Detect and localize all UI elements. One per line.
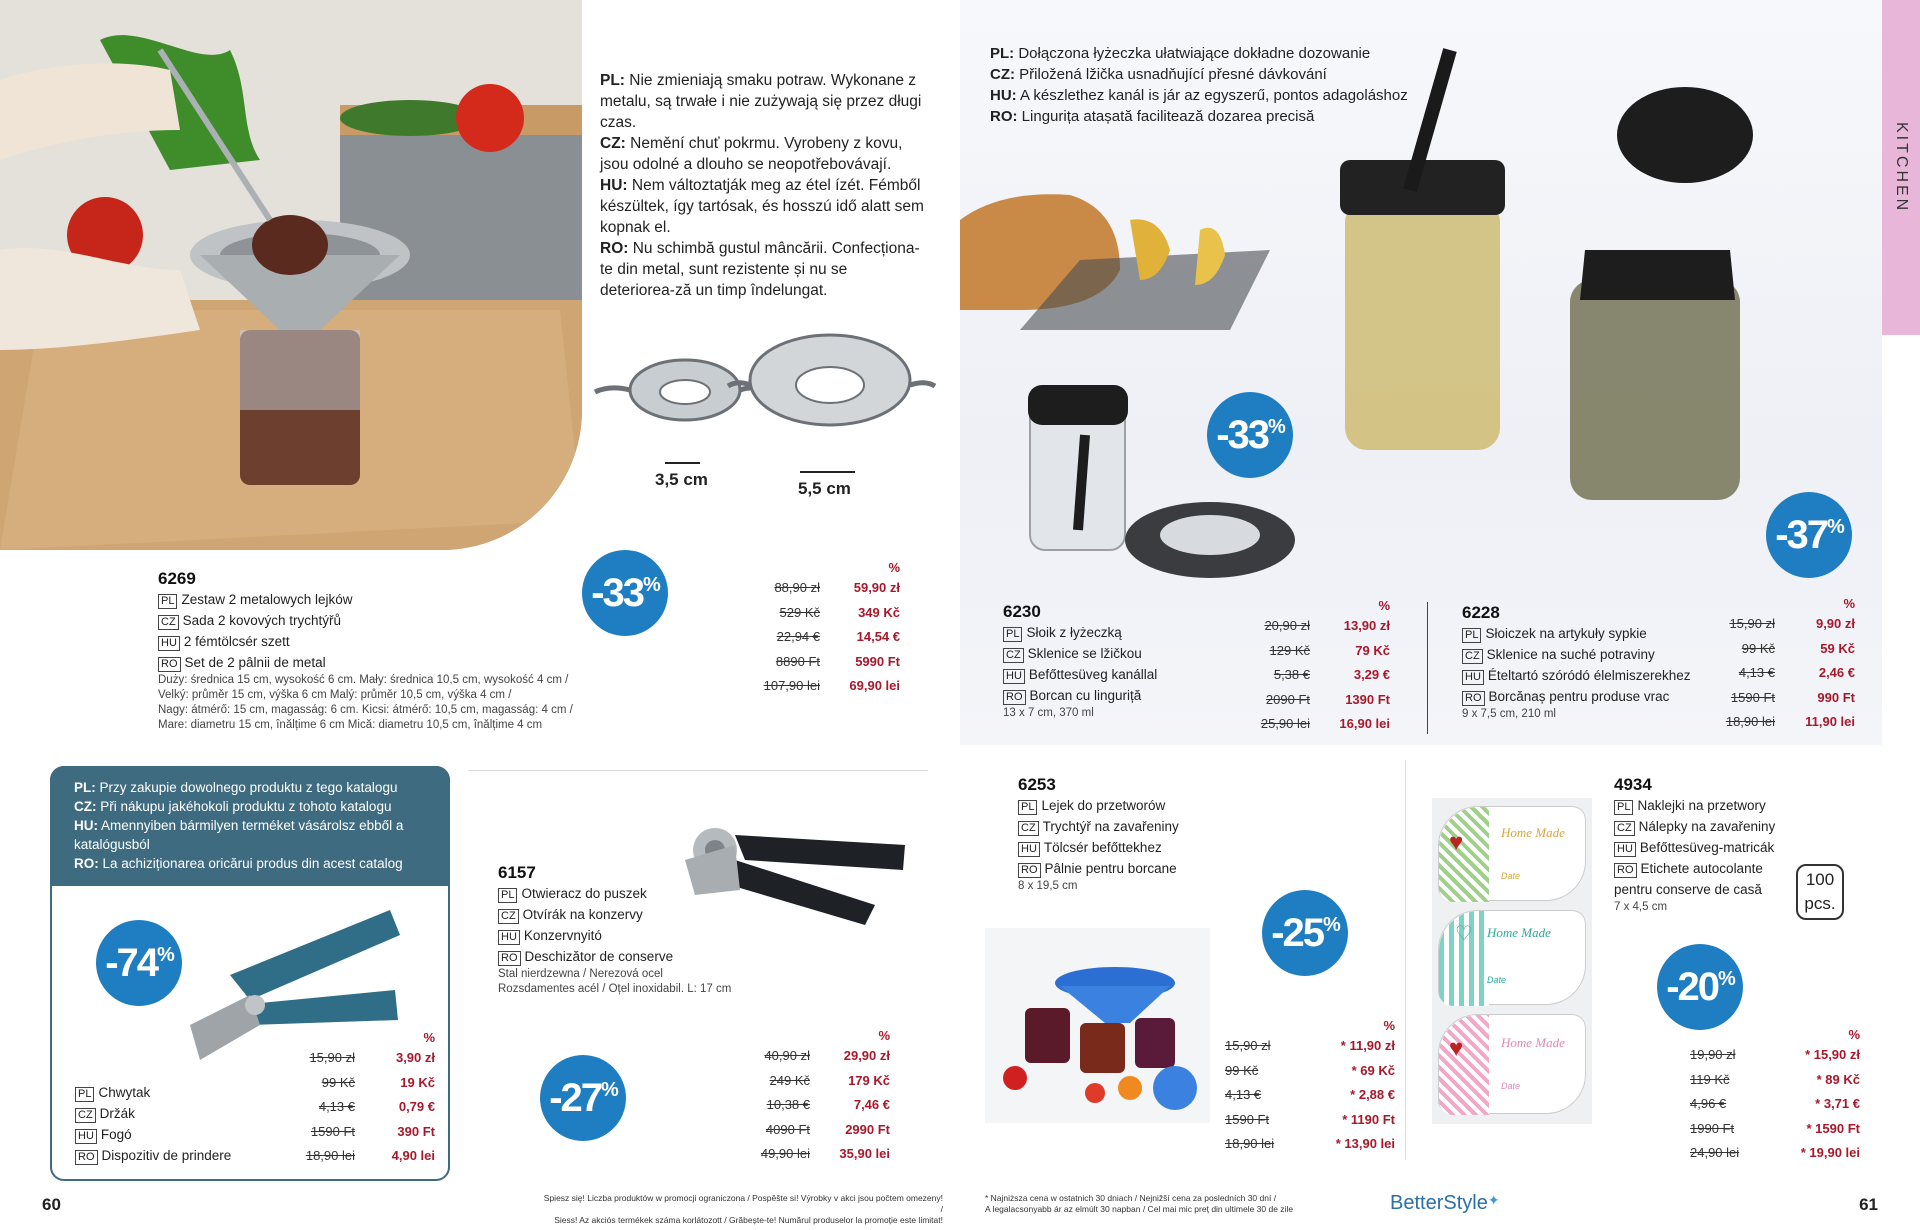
product-name: Lejek do przetworów bbox=[1041, 798, 1166, 813]
badge-percent: % bbox=[157, 943, 173, 966]
product-name: Borcănaș pentru produse vrac bbox=[1488, 689, 1670, 704]
new-price: 2,46 € bbox=[1818, 665, 1855, 680]
badge-number: -20 bbox=[1666, 964, 1718, 1009]
badge-number: -33 bbox=[1216, 412, 1268, 457]
lang-box: RO bbox=[498, 951, 521, 966]
discount-badge bbox=[1766, 492, 1852, 578]
old-price: 19,90 zł bbox=[1690, 1047, 1736, 1062]
old-price: 18,90 lei bbox=[305, 1148, 355, 1163]
new-price: 2990 Ft bbox=[845, 1121, 890, 1137]
lang-box: CZ bbox=[75, 1108, 96, 1123]
price-list-6269 bbox=[735, 560, 900, 699]
discount-badge bbox=[1657, 944, 1743, 1030]
product-name: Chwytak bbox=[98, 1085, 151, 1100]
product-4934 bbox=[1614, 775, 1794, 915]
product-names bbox=[158, 589, 573, 673]
old-price: 15,90 zł bbox=[309, 1050, 355, 1065]
divider bbox=[468, 770, 928, 771]
old-price: 1590 Ft bbox=[310, 1123, 355, 1139]
detail-line: Duży: średnica 15 cm, wysokość 6 cm. Mały: średnica 10,5 cm, wysokość 4 cm / bbox=[158, 674, 569, 686]
old-price: 99 Kč bbox=[321, 1074, 355, 1090]
divider bbox=[1427, 602, 1428, 734]
desc-lang: PL: bbox=[600, 72, 625, 89]
lang-box: PL bbox=[1462, 628, 1481, 643]
lang-box: RO bbox=[1018, 863, 1041, 878]
product-name: Borcan cu linguriță bbox=[1029, 688, 1142, 703]
product-names bbox=[1003, 622, 1157, 706]
pieces-number: 100 bbox=[1805, 870, 1835, 889]
product-name: Pâlnie pentru borcane bbox=[1044, 861, 1177, 876]
product-code: 4934 bbox=[1614, 775, 1652, 794]
badge-percent: % bbox=[1323, 913, 1339, 936]
new-price: * 15,90 zł bbox=[1805, 1047, 1860, 1062]
labels-sheet-image bbox=[1432, 798, 1592, 1124]
new-price: 990 Ft bbox=[1817, 689, 1855, 705]
new-price: 11,90 lei bbox=[1805, 714, 1855, 729]
lang-box: CZ bbox=[498, 909, 519, 924]
product-name: Naklejki na przetwory bbox=[1637, 798, 1766, 813]
badge-percent: % bbox=[643, 573, 659, 596]
brand-logo bbox=[1390, 1192, 1500, 1215]
old-price: 5,38 € bbox=[1273, 667, 1310, 682]
product-details: 7 x 4,5 cm bbox=[1614, 901, 1668, 913]
footer-right-note bbox=[985, 1193, 1325, 1215]
product-name: Dispozitiv de prindere bbox=[101, 1148, 232, 1163]
discount-badge bbox=[1262, 890, 1348, 976]
old-price: 99 Kč bbox=[1225, 1062, 1259, 1078]
product-name: Befőttesüveg kanállal bbox=[1028, 667, 1158, 682]
old-price: 107,90 lei bbox=[763, 678, 820, 693]
product-code: 6253 bbox=[1018, 775, 1056, 794]
footer-line: Siess! Az akciós termékek száma korlátozott / Grăbește-te! Numărul produselor la promoție este limitat! bbox=[554, 1215, 943, 1225]
product-6157 bbox=[498, 863, 731, 997]
label-sticker bbox=[1438, 1014, 1586, 1114]
percent-header: % bbox=[1383, 1018, 1395, 1033]
product-names bbox=[498, 883, 731, 967]
product-6269 bbox=[158, 569, 573, 733]
old-price: 8890 Ft bbox=[775, 653, 820, 669]
badge-percent: % bbox=[1268, 415, 1284, 438]
desc-lang: CZ: bbox=[990, 66, 1015, 83]
lang-box: PL bbox=[1614, 800, 1633, 815]
badge-percent: % bbox=[1827, 515, 1843, 538]
detail-line: Stal nierdzewna / Nerezová ocel bbox=[498, 968, 663, 980]
desc-text: Přiložená lžička usnadňující přesné dávkování bbox=[1019, 66, 1327, 83]
new-price: 29,90 zł bbox=[843, 1048, 890, 1063]
promo-header bbox=[50, 766, 450, 886]
new-price: 9,90 zł bbox=[1815, 616, 1855, 631]
product-6230 bbox=[1003, 602, 1157, 721]
heart-icon: ♡ bbox=[1455, 923, 1473, 945]
lang-box: RO bbox=[1462, 691, 1485, 706]
star-icon: ✦ bbox=[1487, 1192, 1500, 1208]
old-price: 99 Kč bbox=[1741, 640, 1775, 656]
lang-box: HU bbox=[1018, 842, 1040, 857]
promo-text: Amennyiben bármilyen terméket vásárolsz ebből a katalógusból bbox=[74, 818, 404, 852]
old-price: 4,13 € bbox=[1225, 1087, 1262, 1102]
new-price: 3,29 € bbox=[1353, 667, 1390, 682]
label-pattern bbox=[1439, 1015, 1489, 1115]
product-name: Deschizător de conserve bbox=[524, 949, 674, 964]
lang-box: PL bbox=[75, 1087, 94, 1102]
desc-text: Nem változtatják meg az étel ízét. Fémből készültek, így tartósak, és hosszú idő alatt sem kopnak el. bbox=[600, 177, 924, 236]
jam-funnel-image bbox=[985, 928, 1210, 1123]
new-price: 59 Kč bbox=[1820, 640, 1855, 656]
detail-line: Nagy: átmérő: 15 cm, magasság: 6 cm. Kicsi: átmérő: 10,5 cm, magasság: 4 cm / bbox=[158, 704, 573, 716]
price-list-6228 bbox=[1690, 596, 1855, 735]
desc-text: Nemění chuť pokrmu. Vyrobeny z kovu, jsou odolné a dlouho se neopotřebovávají. bbox=[600, 135, 903, 173]
badge-number: -27 bbox=[549, 1075, 601, 1120]
jars-image bbox=[960, 40, 1882, 600]
old-price: 1590 Ft bbox=[1730, 689, 1775, 705]
old-price: 1590 Ft bbox=[1225, 1111, 1270, 1127]
old-price: 25,90 lei bbox=[1260, 716, 1310, 731]
new-price: * 69 Kč bbox=[1351, 1062, 1395, 1078]
promo-text: La achiziționarea oricărui produs din acest catalog bbox=[102, 856, 403, 871]
desc-lang: RO: bbox=[600, 240, 629, 257]
badge-number: -37 bbox=[1775, 512, 1827, 557]
label-title: Home Made bbox=[1487, 925, 1551, 940]
new-price: 13,90 zł bbox=[1343, 618, 1390, 633]
new-price: * 1190 Ft bbox=[1342, 1111, 1395, 1127]
lang-box: HU bbox=[75, 1129, 97, 1144]
heart-icon: ♥ bbox=[1449, 829, 1464, 856]
brand-name: BetterStyle bbox=[1390, 1192, 1488, 1214]
heart-icon: ♥ bbox=[1449, 1035, 1464, 1062]
new-price: 16,90 lei bbox=[1339, 716, 1390, 731]
page-number-left: 60 bbox=[42, 1195, 61, 1214]
product-code: 6228 bbox=[1462, 603, 1500, 622]
old-price: 18,90 lei bbox=[1225, 1136, 1275, 1151]
lang-box: RO bbox=[1003, 690, 1026, 705]
promo-text: Při nákupu jakéhokoli produktu z tohoto katalogu bbox=[100, 799, 392, 814]
lang-box: RO bbox=[75, 1150, 98, 1165]
old-price: 4090 Ft bbox=[765, 1121, 810, 1137]
old-price: 4,13 € bbox=[1738, 665, 1775, 680]
new-price: 59,90 zł bbox=[853, 580, 900, 595]
desc-text: Nie zmieniają smaku potraw. Wykonane z metalu, są trwałe i nie zużywają się przez długi czas. bbox=[600, 72, 922, 131]
percent-header: % bbox=[878, 1028, 890, 1043]
footer-line: Spiesz się! Liczba produktów w promocji ograniczona / Pospěšte si! Výrobky v akci jsou počtem omezeny! / bbox=[543, 1193, 943, 1214]
desc-lang: PL: bbox=[990, 45, 1015, 62]
price-list-6157 bbox=[725, 1028, 890, 1167]
product-details bbox=[498, 967, 731, 997]
lang-box: HU bbox=[498, 930, 520, 945]
percent-header: % bbox=[1843, 596, 1855, 611]
percent-header: % bbox=[888, 560, 900, 575]
product-name: Fogó bbox=[100, 1127, 132, 1142]
badge-percent: % bbox=[601, 1078, 617, 1101]
old-price: 40,90 zł bbox=[764, 1048, 810, 1063]
old-price: 15,90 zł bbox=[1225, 1038, 1271, 1053]
detail-line: Velký: průměr 15 cm, výška 6 cm Malý: průměr 10,5 cm, výška 4 cm / bbox=[158, 689, 512, 701]
discount-badge bbox=[582, 550, 668, 636]
lang-box: RO bbox=[158, 657, 181, 672]
percent-header: % bbox=[423, 1030, 435, 1045]
product-name: Konzervnyitó bbox=[523, 928, 602, 943]
old-price: 20,90 zł bbox=[1264, 618, 1310, 633]
dimension-large: 5,5 cm bbox=[798, 479, 851, 498]
label-pattern bbox=[1439, 807, 1489, 902]
old-price: 24,90 lei bbox=[1690, 1145, 1740, 1160]
promo-lang: RO: bbox=[74, 856, 99, 871]
product-6253 bbox=[1018, 775, 1179, 894]
product-name: Otvírák na konzervy bbox=[522, 907, 643, 922]
lang-box: PL bbox=[1003, 627, 1022, 642]
desc-lang: HU: bbox=[990, 87, 1017, 104]
old-price: 2090 Ft bbox=[1265, 691, 1310, 707]
new-price: 349 Kč bbox=[858, 604, 900, 620]
discount-badge bbox=[1207, 392, 1293, 478]
price-list-4934 bbox=[1690, 1027, 1860, 1166]
discount-badge bbox=[540, 1055, 626, 1141]
product-code: 6230 bbox=[1003, 602, 1041, 621]
new-price: * 13,90 lei bbox=[1335, 1136, 1395, 1151]
label-date: Date bbox=[1501, 871, 1521, 881]
desc-text: Nu schimbă gustul mâncării. Confecționa-te din metal, sunt rezistente și nu se deteriorea-ză un timp îndelungat. bbox=[600, 240, 920, 299]
old-price: 119 Kč bbox=[1690, 1071, 1730, 1087]
label-sticker bbox=[1438, 806, 1586, 901]
new-price: 4,90 lei bbox=[391, 1148, 435, 1163]
label-sticker bbox=[1438, 910, 1586, 1005]
product-name: Otwieracz do puszek bbox=[521, 886, 647, 901]
footer-left-note bbox=[543, 1193, 943, 1226]
label-date: Date bbox=[1501, 1081, 1521, 1091]
product-name: Sada 2 kovových trychtýřů bbox=[182, 613, 341, 628]
product-names bbox=[1018, 795, 1179, 879]
new-price: * 3,71 € bbox=[1815, 1096, 1860, 1111]
detail-line: Rozsdamentes acél / Oțel inoxidabil. L: 17 cm bbox=[498, 983, 732, 995]
desc-text: A készlethez kanál is jár az egyszerű, pontos adagoláshoz bbox=[1020, 87, 1408, 104]
lang-box: PL bbox=[498, 888, 517, 903]
pieces-label: pcs. bbox=[1804, 894, 1836, 913]
old-price: 15,90 zł bbox=[1729, 616, 1775, 631]
footer-line: A legalacsonyabb ár az elmúlt 30 napban / Cel mai mic preț din ultimele 30 de zile bbox=[985, 1204, 1294, 1214]
dimension-small: 3,5 cm bbox=[655, 470, 708, 489]
new-price: * 2,88 € bbox=[1350, 1087, 1395, 1102]
new-price: 1390 Ft bbox=[1345, 691, 1390, 707]
promo-lang: CZ: bbox=[74, 799, 97, 814]
product-name: Nálepky na zavařeniny bbox=[1638, 819, 1776, 834]
desc-text: Dołączona łyżeczka ułatwiające dokładne dozowanie bbox=[1018, 45, 1371, 62]
product-details: 13 x 7 cm, 370 ml bbox=[1003, 707, 1094, 719]
new-price: 179 Kč bbox=[848, 1072, 890, 1088]
side-tab-label: KITCHEN bbox=[1893, 121, 1910, 214]
product-name: Zestaw 2 metalowych lejków bbox=[181, 592, 353, 607]
old-price: 1990 Ft bbox=[1690, 1120, 1735, 1136]
percent-header: % bbox=[1378, 598, 1390, 613]
price-list-6230 bbox=[1225, 598, 1390, 737]
old-price: 10,38 € bbox=[766, 1097, 810, 1112]
new-price: * 19,90 lei bbox=[1800, 1145, 1860, 1160]
badge-number: -33 bbox=[591, 570, 643, 615]
new-price: 390 Ft bbox=[397, 1123, 435, 1139]
product-6228 bbox=[1462, 603, 1690, 722]
product-name: Set de 2 pâlnii de metal bbox=[184, 655, 326, 670]
lang-box: RO bbox=[1614, 863, 1637, 878]
price-list-6253 bbox=[1225, 1018, 1395, 1157]
lang-box: CZ bbox=[1003, 648, 1024, 663]
footer-line: * Najniższa cena w ostatnich 30 dniach / Nejnižší cena za posledních 30 dní / bbox=[985, 1193, 1277, 1203]
product-name: Ételtartó szóródó élelmiszerekhez bbox=[1487, 668, 1691, 683]
product-details: 9 x 7,5 cm, 210 ml bbox=[1462, 708, 1556, 720]
new-price: 7,46 € bbox=[853, 1097, 890, 1112]
lang-box: HU bbox=[1614, 842, 1636, 857]
product-code: 6269 bbox=[158, 569, 196, 588]
badge-number: -25 bbox=[1271, 910, 1323, 955]
lang-box: PL bbox=[1018, 800, 1037, 815]
old-price: 22,94 € bbox=[776, 629, 820, 644]
desc-lang: CZ: bbox=[600, 135, 626, 152]
detail-line: Mare: diametru 15 cm, înălțime 6 cm Mică: diametru 10,5 cm, înălțime 4 cm bbox=[158, 719, 543, 731]
promo-lang: PL: bbox=[74, 780, 96, 795]
gripper-names bbox=[75, 1082, 231, 1166]
new-price: * 11,90 zł bbox=[1340, 1038, 1395, 1053]
lang-box: CZ bbox=[1018, 821, 1039, 836]
label-date: Date bbox=[1487, 975, 1507, 985]
product-name: Słoiczek na artykuły sypkie bbox=[1485, 626, 1647, 641]
percent-header: % bbox=[1848, 1027, 1860, 1042]
new-price: 5990 Ft bbox=[855, 653, 900, 669]
new-price: 19 Kč bbox=[400, 1074, 435, 1090]
new-price: 3,90 zł bbox=[395, 1050, 435, 1065]
product-details bbox=[158, 673, 573, 733]
desc-lang: HU: bbox=[600, 177, 628, 194]
lang-box: HU bbox=[1003, 669, 1025, 684]
desc-text: Lingurița atașată facilitează dozarea precisă bbox=[1021, 108, 1315, 125]
new-price: * 1590 Ft bbox=[1806, 1120, 1860, 1136]
new-price: 35,90 lei bbox=[839, 1146, 890, 1161]
promo-text: Przy zakupie dowolnego produktu z tego katalogu bbox=[99, 780, 398, 795]
side-tab-right bbox=[1882, 0, 1920, 335]
product-details: 8 x 19,5 cm bbox=[1018, 880, 1078, 892]
product-name: Etichete autocolante pentru conserve de casă bbox=[1614, 861, 1763, 897]
product-name: 2 fémtölcsér szett bbox=[183, 634, 290, 649]
old-price: 18,90 lei bbox=[1725, 714, 1775, 729]
desc-lang: RO: bbox=[990, 108, 1018, 125]
old-price: 88,90 zł bbox=[774, 580, 820, 595]
lang-box: CZ bbox=[158, 615, 179, 630]
lang-box: HU bbox=[158, 636, 180, 651]
funnel-photo bbox=[0, 0, 582, 550]
product-name: Befőttesüveg-matricák bbox=[1639, 840, 1775, 855]
product-name: Sklenice na suché potraviny bbox=[1486, 647, 1655, 662]
product-names bbox=[1462, 623, 1690, 707]
label-title: Home Made bbox=[1501, 825, 1565, 840]
pieces-count-box bbox=[1796, 864, 1844, 920]
new-price: * 89 Kč bbox=[1816, 1071, 1860, 1087]
new-price: 14,54 € bbox=[856, 629, 900, 644]
funnels-description bbox=[600, 70, 925, 301]
old-price: 4,13 € bbox=[318, 1099, 355, 1114]
lang-box: CZ bbox=[1614, 821, 1635, 836]
badge-number: -74 bbox=[105, 940, 157, 985]
old-price: 4,96 € bbox=[1690, 1096, 1727, 1111]
product-name: Držák bbox=[99, 1106, 135, 1121]
product-name: Sklenice se lžičkou bbox=[1027, 646, 1142, 661]
old-price: 49,90 lei bbox=[760, 1146, 810, 1161]
old-price: 249 Kč bbox=[769, 1072, 810, 1088]
product-name: Trychtýř na zavařeniny bbox=[1042, 819, 1179, 834]
price-list-gripper bbox=[270, 1030, 435, 1169]
lang-box: HU bbox=[1462, 670, 1484, 685]
divider bbox=[1405, 760, 1406, 1160]
badge-percent: % bbox=[1718, 967, 1734, 990]
promo-lang: HU: bbox=[74, 818, 98, 833]
product-names bbox=[1614, 795, 1794, 900]
product-name: Tölcsér befőttekhez bbox=[1043, 840, 1162, 855]
lang-box: PL bbox=[158, 594, 177, 609]
funnels-image bbox=[590, 320, 940, 500]
product-code: 6157 bbox=[498, 863, 536, 882]
new-price: 0,79 € bbox=[398, 1099, 435, 1114]
new-price: 69,90 lei bbox=[849, 678, 900, 693]
new-price: 79 Kč bbox=[1355, 642, 1390, 658]
label-title: Home Made bbox=[1501, 1035, 1565, 1050]
product-name: Słoik z łyżeczką bbox=[1026, 625, 1122, 640]
lang-box: CZ bbox=[1462, 649, 1483, 664]
old-price: 129 Kč bbox=[1269, 642, 1310, 658]
old-price: 529 Kč bbox=[779, 604, 820, 620]
page-number-right: 61 bbox=[1859, 1195, 1878, 1214]
